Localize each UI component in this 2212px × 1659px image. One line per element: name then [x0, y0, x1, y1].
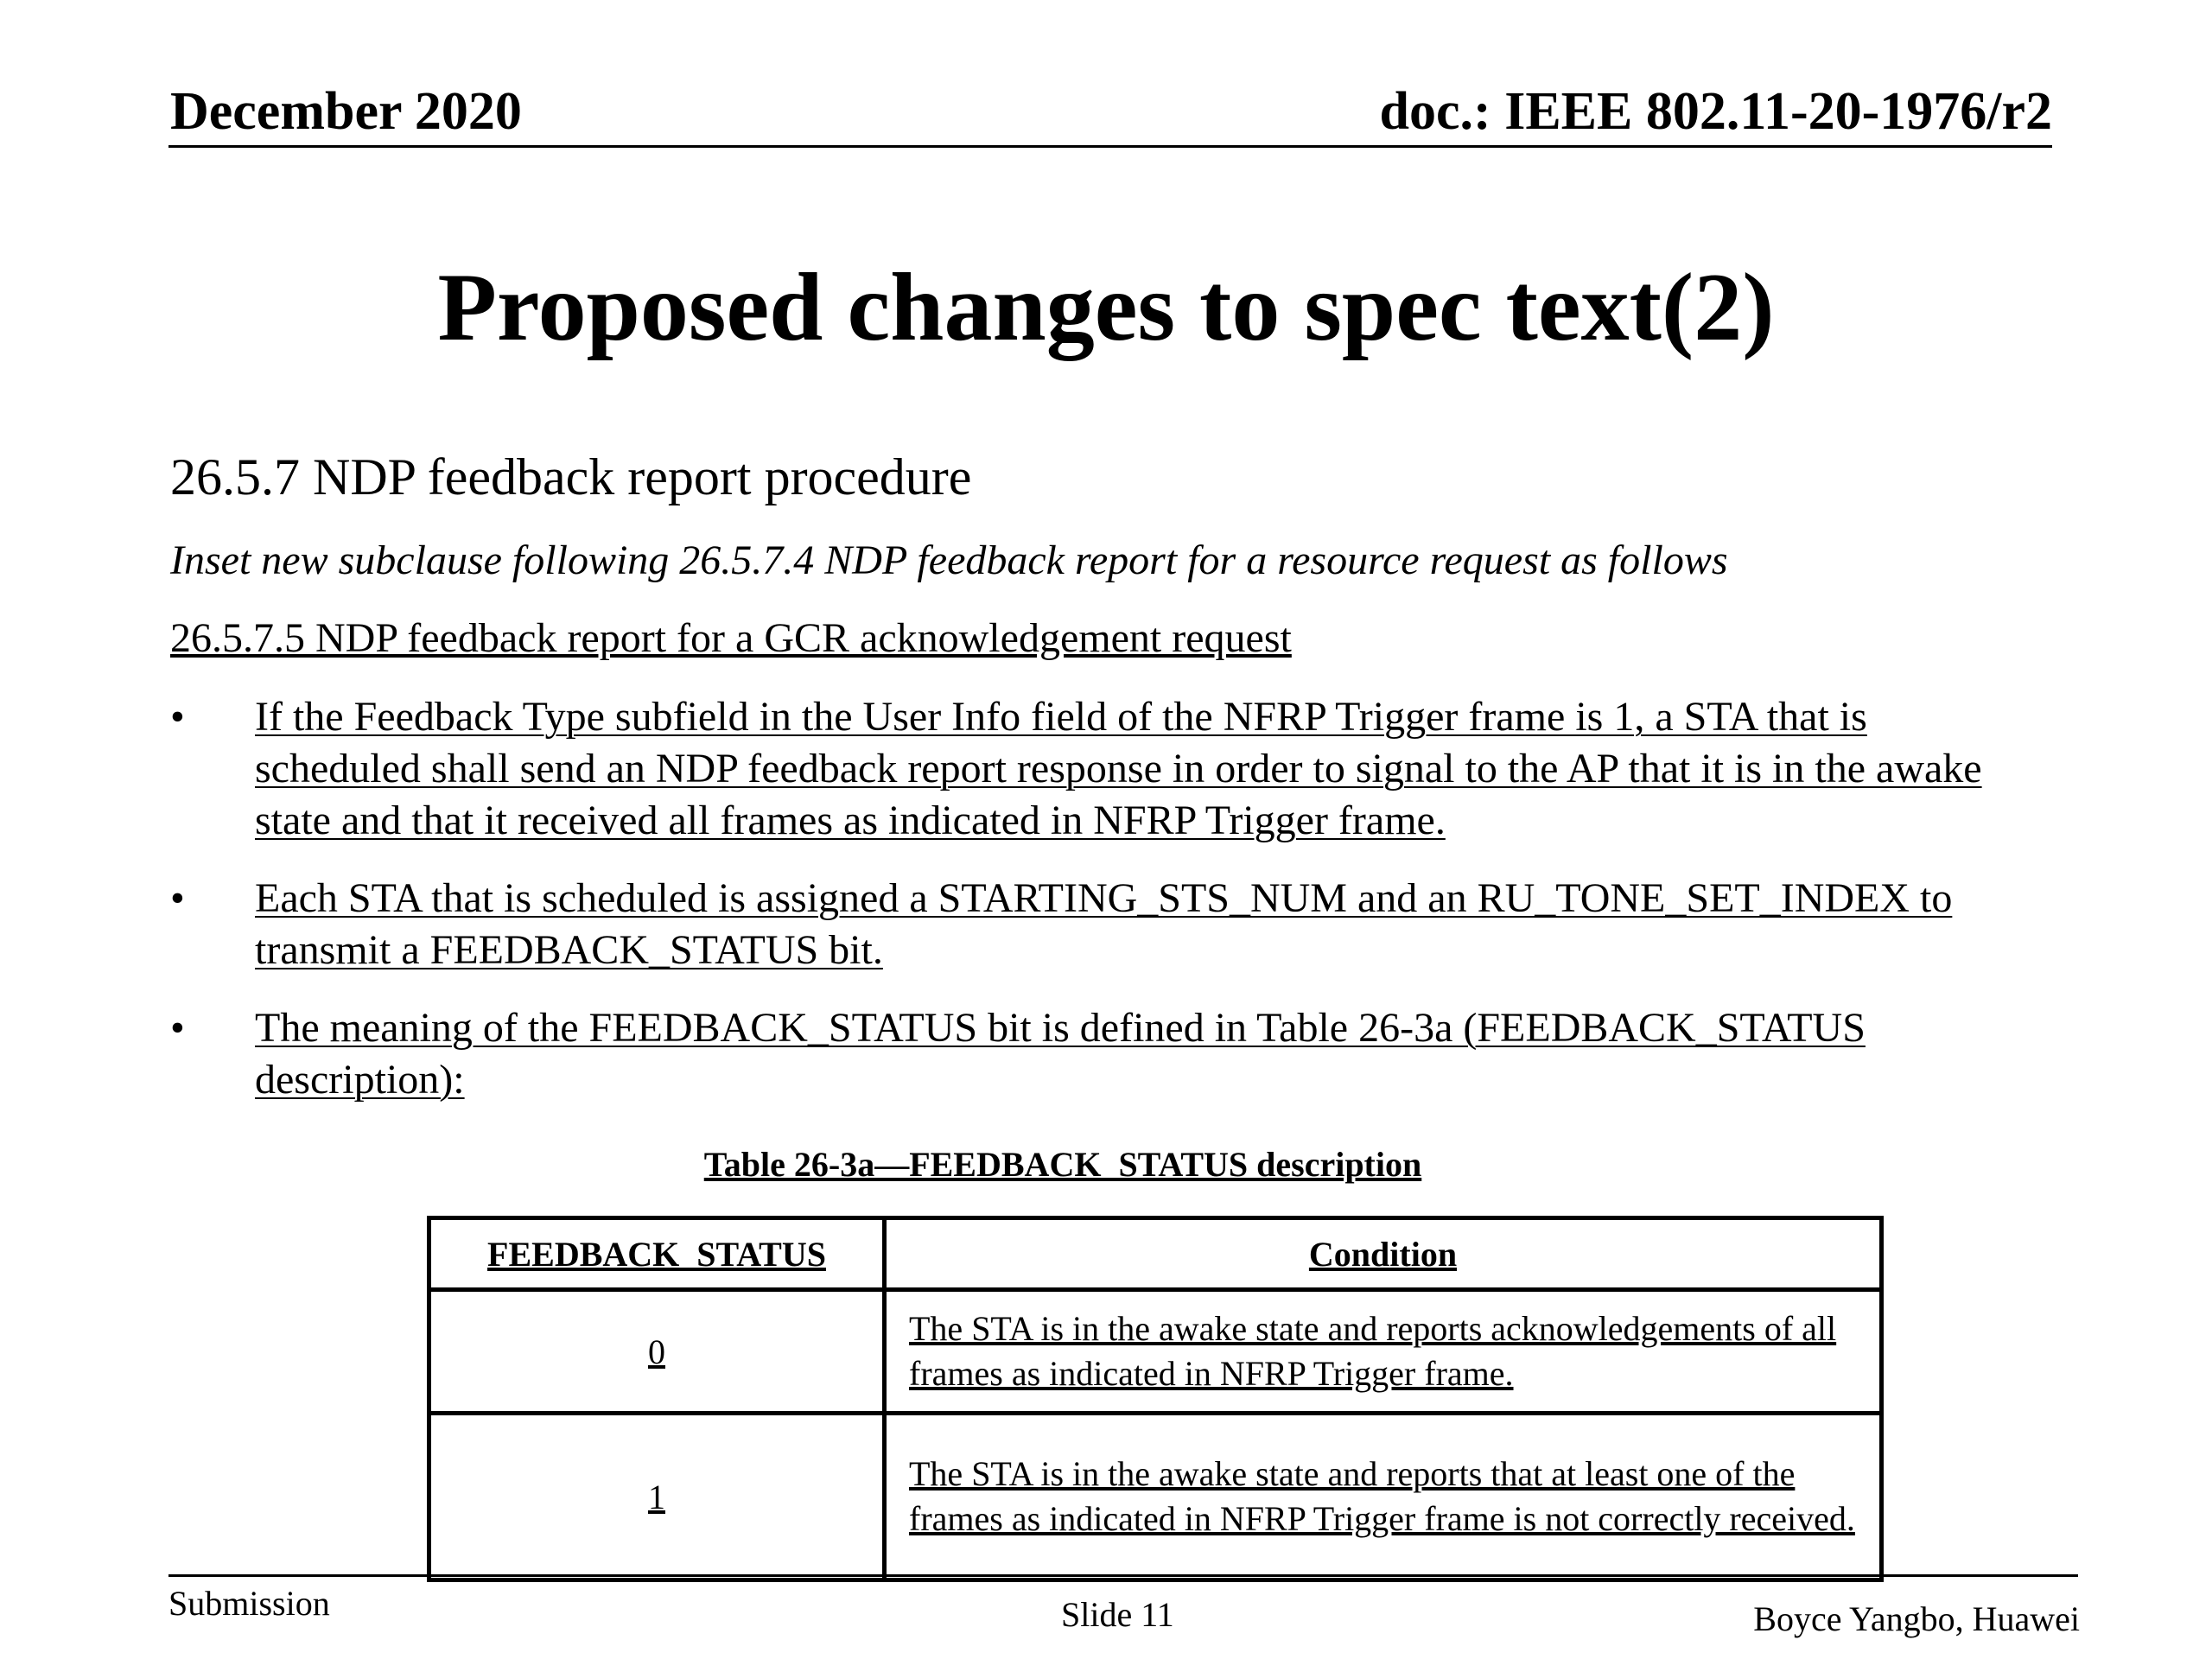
table-header-row	[429, 1218, 1882, 1290]
table-caption: Table 26-3a—FEEDBACK_STATUS description	[703, 1145, 1422, 1184]
footer-divider	[168, 1574, 2078, 1577]
subclause-heading: 26.5.7.5 NDP feedback report for a GCR acknowledgement request	[170, 615, 1292, 661]
bullet-dot-icon: •	[170, 694, 185, 740]
condition-text: The STA is in the awake state and reports acknowledgements of all frames as indicated in NFRP Trigger frame.	[885, 1290, 1882, 1414]
footer-author: Boyce Yangbo, Huawei	[1753, 1599, 2080, 1638]
feedback-status-table	[427, 1216, 1884, 1582]
feedback-status-value: 1	[429, 1414, 885, 1580]
condition-text: The STA is in the awake state and reports that at least one of the frames as indicated in NFRP Trigger frame is not correctly received.	[885, 1414, 1882, 1580]
bullet-item	[170, 1002, 2037, 1106]
footer-slide-number: Slide 11	[1061, 1595, 1174, 1634]
inset-instruction: Inset new subclause following 26.5.7.4 NDP feedback report for a resource request as follows	[170, 537, 1728, 583]
bullet-item	[170, 691, 2037, 847]
bullet-text: Each STA that is scheduled is assigned a STARTING_STS_NUM and an RU_TONE_SET_INDEX to transmit a FEEDBACK_STATUS bit.	[255, 875, 1953, 973]
column-header-feedback-status: FEEDBACK_STATUS	[429, 1218, 885, 1290]
bullet-list	[170, 691, 2037, 1106]
section-heading: 26.5.7 NDP feedback report procedure	[170, 448, 972, 505]
slide-title: Proposed changes to spec text(2)	[437, 254, 1775, 361]
feedback-status-value: 0	[429, 1290, 885, 1414]
table-row	[429, 1414, 1882, 1580]
bullet-item	[170, 873, 2037, 976]
bullet-dot-icon: •	[170, 1005, 185, 1051]
header-doc-id: doc.: IEEE 802.11-20-1976/r2	[1379, 82, 2052, 141]
header-date: December 2020	[170, 82, 522, 141]
bullet-text: The meaning of the FEEDBACK_STATUS bit is defined in Table 26-3a (FEEDBACK_STATUS description):	[255, 1005, 1866, 1103]
header-divider	[168, 145, 2052, 148]
footer-submission: Submission	[168, 1584, 330, 1623]
column-header-condition: Condition	[885, 1218, 1882, 1290]
bullet-dot-icon: •	[170, 875, 185, 921]
table-row	[429, 1290, 1882, 1414]
bullet-text: If the Feedback Type subfield in the User Info field of the NFRP Trigger frame is 1, a STA that is scheduled shall send an NDP feedback report response in order to signal to the AP that it is in the awake state and that it received all frames as indicated in NFRP Trigger frame.	[255, 694, 1982, 843]
